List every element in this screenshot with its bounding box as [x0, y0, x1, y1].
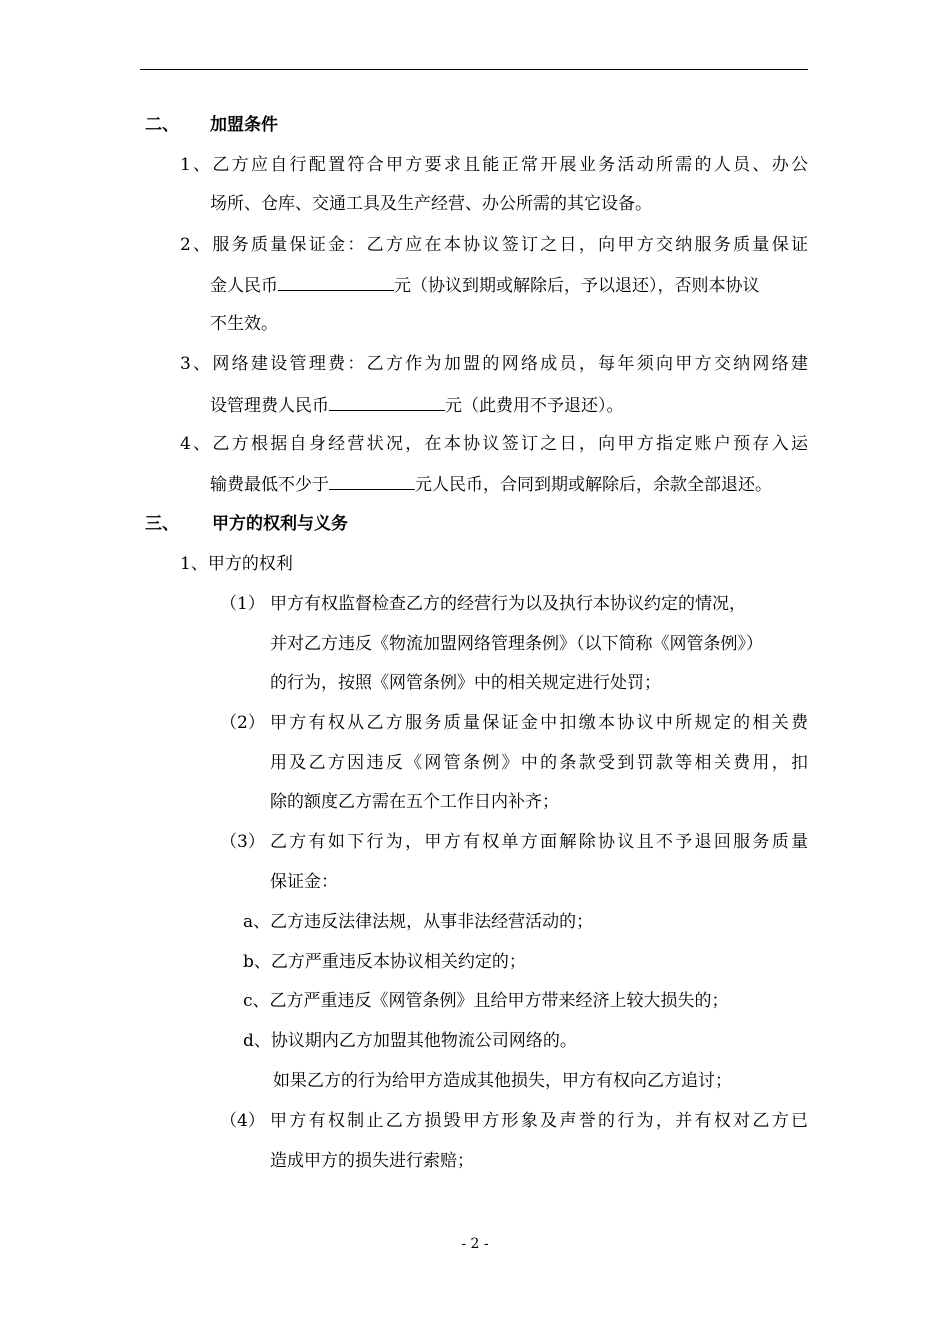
subsection-1-title: 1、甲方的权利 [180, 554, 293, 574]
item-2-line-3: 不生效。 [210, 314, 278, 334]
item-2-line-2-prefix: 金人民币 [210, 276, 278, 296]
clause-4-number: （4） [220, 1111, 265, 1131]
item-2-line-1: 2、服务质量保证金：乙方应在本协议签订之日，向甲方交纳服务质量保证 [180, 235, 808, 255]
item-3-line-2-prefix: 设管理费人民币 [210, 396, 329, 416]
item-2-line-2-suffix: 元（协议到期或解除后，予以退还），否则本协议 [394, 276, 760, 296]
section-3-number: 三、 [145, 514, 179, 534]
clause-1-line-2: 并对乙方违反《物流加盟网络管理条例》（以下简称《网管条例》） [270, 634, 763, 654]
clause-3-item-d: d、协议期内乙方加盟其他物流公司网络的。 [243, 1031, 577, 1051]
item-4-line-2-prefix: 输费最低不少于 [210, 475, 329, 495]
clause-3-item-b: b、乙方严重违反本协议相关约定的； [243, 952, 526, 972]
header-rule [140, 69, 808, 70]
item-1-line-2: 场所、仓库、交通工具及生产经营、办公所需的其它设备。 [210, 194, 652, 214]
clause-2-number: （2） [220, 713, 265, 733]
clause-3-number: （3） [220, 832, 265, 852]
item-3-line-2-suffix: 元（此费用不予退还）。 [445, 396, 624, 416]
clause-4-line-2: 造成甲方的损失进行索赔； [270, 1151, 474, 1171]
clause-3-line-1: 乙方有如下行为，甲方有权单方面解除协议且不予退回服务质量 [270, 832, 808, 852]
clause-3-note: 如果乙方的行为给甲方造成其他损失，甲方有权向乙方追讨； [273, 1071, 732, 1091]
item-4-line-2 [210, 472, 772, 496]
clause-1-line-1: 甲方有权监督检查乙方的经营行为以及执行本协议约定的情况， [270, 594, 746, 614]
item-1-line-1: 1、乙方应自行配置符合甲方要求且能正常开展业务活动所需的人员、办公 [180, 155, 808, 175]
clause-3-item-c: c、乙方严重违反《网管条例》且给甲方带来经济上较大损失的； [243, 991, 729, 1011]
freight-deposit-blank [329, 472, 415, 490]
item-4-line-2-suffix: 元人民币，合同到期或解除后，余款全部退还。 [415, 475, 772, 495]
section-3-title: 甲方的权利与义务 [212, 514, 348, 534]
item-3-line-2 [210, 393, 624, 417]
clause-4-line-1: 甲方有权制止乙方损毁甲方形象及声誉的行为，并有权对乙方已 [270, 1111, 808, 1131]
clause-3-line-2: 保证金： [270, 872, 338, 892]
item-4-line-1: 4、乙方根据自身经营状况，在本协议签订之日，向甲方指定账户预存入运 [180, 434, 808, 454]
clause-2-line-1: 甲方有权从乙方服务质量保证金中扣缴本协议中所规定的相关费 [270, 713, 808, 733]
management-fee-blank [329, 393, 445, 411]
item-3-line-1: 3、网络建设管理费：乙方作为加盟的网络成员，每年须向甲方交纳网络建 [180, 354, 808, 374]
item-2-line-2 [210, 273, 760, 297]
clause-3-item-a: a、乙方违反法律法规，从事非法经营活动的； [243, 912, 594, 932]
page-number: - 2 - [461, 1236, 489, 1252]
clause-2-line-3: 除的额度乙方需在五个工作日内补齐； [270, 792, 559, 812]
section-2-number: 二、 [145, 115, 179, 135]
clause-2-line-2: 用及乙方因违反《网管条例》中的条款受到罚款等相关费用，扣 [270, 753, 808, 773]
clause-1-number: （1） [220, 594, 265, 614]
deposit-amount-blank [278, 273, 394, 291]
section-2-title: 加盟条件 [210, 115, 278, 135]
clause-1-line-3: 的行为，按照《网管条例》中的相关规定进行处罚； [270, 673, 661, 693]
